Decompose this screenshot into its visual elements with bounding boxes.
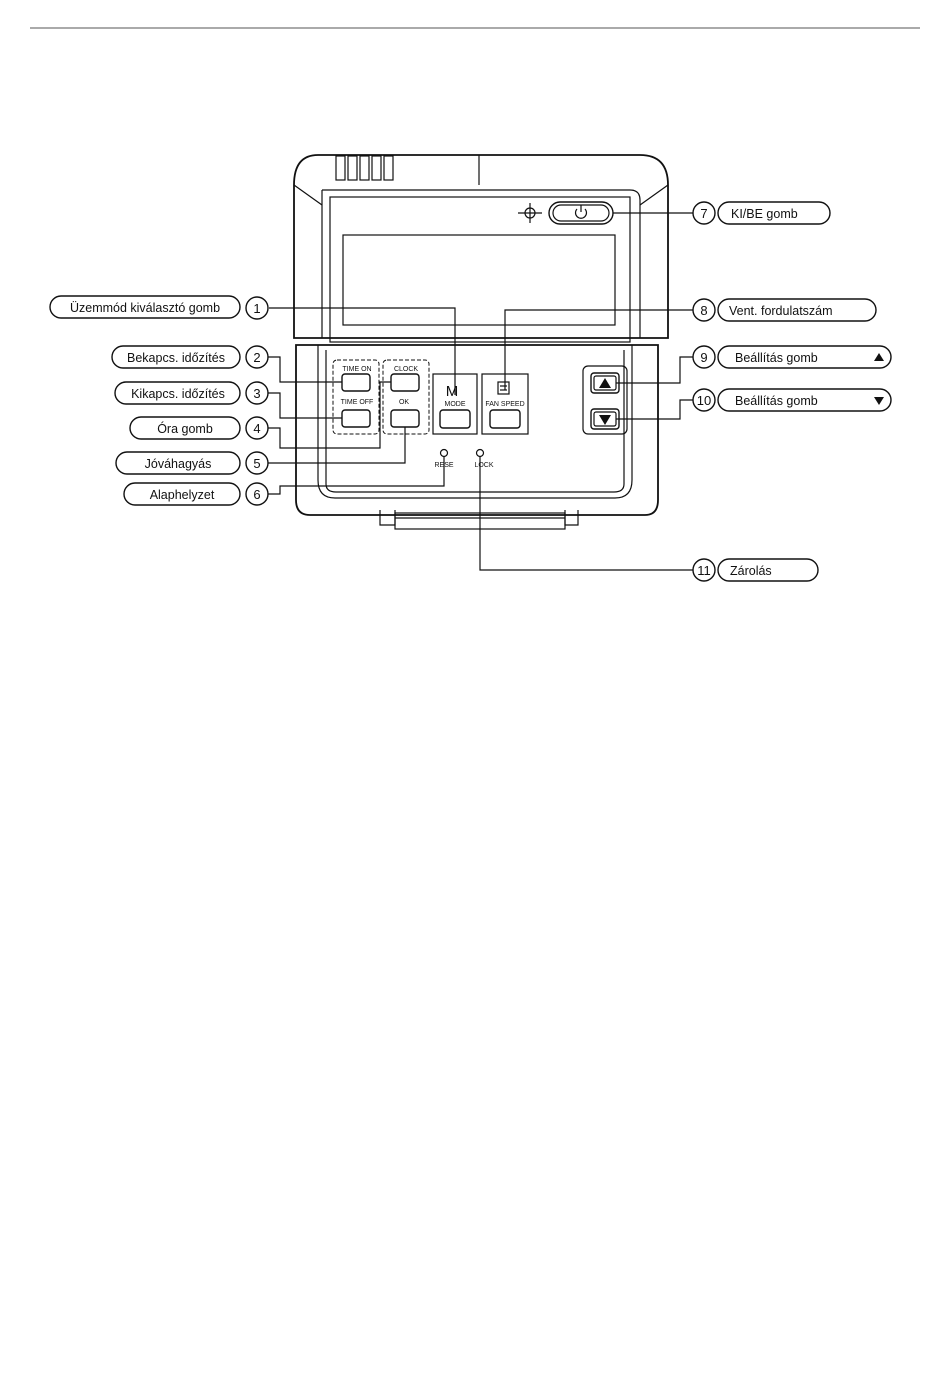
svg-text:Beállítás gomb: Beállítás gomb xyxy=(735,394,818,408)
clock-button[interactable] xyxy=(391,374,419,391)
ok-label: OK xyxy=(398,399,410,406)
callout-6 xyxy=(124,483,268,505)
svg-text:Beállítás gomb: Beállítás gomb xyxy=(735,351,818,365)
lock-label: LOCK xyxy=(474,462,494,469)
time-on-label: TIME ON xyxy=(342,366,372,373)
svg-text:6: 6 xyxy=(253,487,261,502)
callout-4 xyxy=(130,417,268,439)
fan-speed-icon xyxy=(498,382,509,394)
svg-text:11: 11 xyxy=(697,563,711,578)
leader-lines xyxy=(268,213,693,570)
clock-label: CLOCK xyxy=(393,366,419,373)
svg-text:Alaphelyzet: Alaphelyzet xyxy=(149,488,215,502)
svg-text:Bekapcs. időzítés: Bekapcs. időzítés xyxy=(127,351,225,365)
down-button[interactable] xyxy=(591,409,619,429)
time-on-button[interactable] xyxy=(342,374,370,391)
svg-text:Óra gomb: Óra gomb xyxy=(157,422,213,436)
callout-11 xyxy=(693,559,818,581)
mode-label: MODE xyxy=(444,401,466,408)
callout-7 xyxy=(693,202,830,224)
svg-text:4: 4 xyxy=(253,421,261,436)
up-button[interactable] xyxy=(591,373,619,393)
svg-text:Vent. fordulatszám: Vent. fordulatszám xyxy=(729,304,833,318)
callout-1 xyxy=(50,296,268,319)
vent-slots xyxy=(336,156,393,180)
svg-text:3: 3 xyxy=(253,386,261,401)
fan-speed-button[interactable] xyxy=(490,410,520,428)
svg-text:8: 8 xyxy=(700,303,708,318)
svg-text:KI/BE gomb: KI/BE gomb xyxy=(731,207,798,221)
callout-10 xyxy=(693,389,891,411)
reset-label: RESE xyxy=(434,462,454,469)
crosshair-icon xyxy=(518,203,542,223)
svg-text:Jóváhagyás: Jóváhagyás xyxy=(144,457,212,471)
power-button[interactable] xyxy=(549,202,613,224)
svg-text:7: 7 xyxy=(700,206,708,221)
time-off-button[interactable] xyxy=(342,410,370,427)
mode-button[interactable] xyxy=(440,410,470,428)
callout-9 xyxy=(693,346,891,368)
lcd-display xyxy=(343,235,615,325)
reset-button[interactable] xyxy=(441,450,448,457)
ok-button[interactable] xyxy=(391,410,419,427)
svg-text:1: 1 xyxy=(253,301,261,316)
callout-5 xyxy=(116,452,268,474)
callout-8 xyxy=(693,299,876,321)
svg-text:Üzemmód kiválasztó gomb: Üzemmód kiválasztó gomb xyxy=(69,301,221,315)
fan-speed-label: FAN SPEED xyxy=(485,401,525,408)
svg-text:10: 10 xyxy=(696,393,712,408)
svg-text:Zárolás: Zárolás xyxy=(730,564,772,578)
svg-text:5: 5 xyxy=(253,456,261,471)
lock-button[interactable] xyxy=(477,450,484,457)
callout-3 xyxy=(115,382,268,404)
svg-text:Kikapcs. időzítés: Kikapcs. időzítés xyxy=(131,387,225,401)
callout-2 xyxy=(112,346,268,368)
time-off-label: TIME OFF xyxy=(340,399,374,406)
svg-text:2: 2 xyxy=(253,350,261,365)
svg-text:9: 9 xyxy=(700,350,708,365)
mode-symbol: M xyxy=(445,383,459,400)
